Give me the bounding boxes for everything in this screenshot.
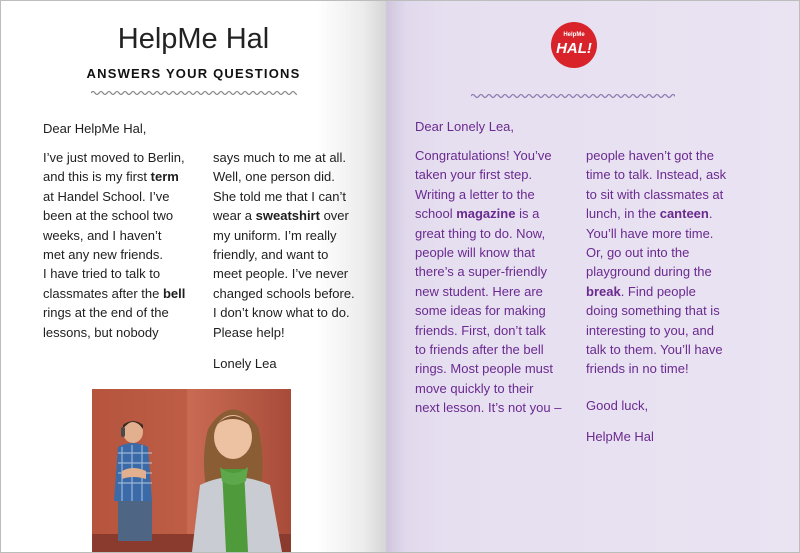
text-line: been at the school two (43, 208, 174, 224)
text-line: Congratulations! You’ve (415, 148, 552, 163)
text-line: interesting to you, and (586, 322, 714, 338)
helpme-hal-logo: HelpMe HAL! (551, 22, 597, 68)
text-line: friends. First, don’t talk (415, 322, 546, 338)
reply-closing: Good luck, (586, 398, 649, 413)
reply-signature: HelpMe Hal (586, 429, 654, 444)
text-line: school magazine is a (415, 206, 540, 222)
text-line: changed schools before. (213, 285, 355, 301)
text-line: people haven’t got the (586, 148, 714, 163)
text-line: Or, go out into the (586, 245, 690, 261)
text-line: doing something that is (586, 303, 720, 319)
text-line: friends in no time! (586, 361, 689, 377)
text-line: to sit with classmates at (586, 186, 724, 202)
text-line: says much to me at all. (213, 150, 346, 165)
text-line: people will know that (415, 245, 535, 261)
vocabulary-word: canteen (659, 206, 709, 222)
reply-column-2 (586, 146, 726, 379)
text-line: taken your first step. (415, 167, 533, 183)
text-line: friendly, and want to (213, 247, 329, 263)
text-line: lunch, in the canteen. (586, 206, 713, 222)
text-line: rings at the end of the (43, 305, 169, 321)
vocabulary-word: break (586, 283, 621, 299)
vocabulary-word: term (150, 169, 179, 185)
text-line: I have tried to talk to (43, 266, 161, 282)
letter-signature: Lonely Lea (213, 356, 277, 371)
text-line: wear a sweatshirt over (213, 208, 349, 224)
letter-salutation: Dear HelpMe Hal, (43, 121, 147, 136)
text-line: at Handel School. I’ve (43, 188, 170, 204)
text-line: weeks, and I haven’t (43, 227, 162, 243)
letter-column-1 (43, 148, 185, 342)
page-subtitle: ANSWERS YOUR QUESTIONS (86, 66, 301, 81)
text-line: classmates after the bell (43, 285, 186, 301)
text-line: next lesson. It’s not you – (415, 400, 562, 416)
wavy-divider-left (91, 89, 297, 97)
text-line: there’s a super-friendly (415, 264, 547, 280)
text-line: break. Find people (586, 283, 696, 299)
vocabulary-word: magazine (456, 206, 516, 222)
text-line: and this is my first term (43, 169, 179, 185)
reply-column-1 (415, 146, 561, 418)
text-line: rings. Most people must (415, 361, 554, 377)
text-line: You’ll have more time. (586, 225, 714, 241)
text-line: new student. Here are (415, 283, 543, 299)
reply-salutation: Dear Lonely Lea, (415, 119, 515, 134)
text-line: move quickly to their (415, 380, 534, 396)
text-line: Well, one person did. (213, 169, 335, 185)
text-line: lessons, but nobody (43, 324, 159, 340)
text-line: time to talk. Instead, ask (586, 167, 727, 183)
text-line: Writing a letter to the (415, 186, 535, 202)
left-page (1, 1, 386, 552)
text-line: talk to them. You’ll have (586, 342, 723, 358)
text-line: meet people. I’ve never (213, 266, 349, 282)
wavy-divider-right (471, 92, 675, 100)
text-line: I’ve just moved to Berlin, (43, 150, 185, 165)
text-line: some ideas for making (415, 303, 546, 319)
students-photo (92, 389, 291, 552)
text-line: met any new friends. (43, 247, 163, 263)
text-line: playground during the (586, 264, 712, 280)
vocabulary-word: bell (162, 285, 186, 301)
text-line: I don’t know what to do. (213, 305, 350, 321)
vocabulary-word: sweatshirt (255, 208, 320, 224)
text-line: my uniform. I’m really (213, 227, 337, 243)
text-line: great thing to do. Now, (415, 225, 546, 241)
text-line: She told me that I can’t (213, 188, 346, 204)
text-line: to friends after the bell (415, 342, 544, 358)
letter-column-2 (213, 148, 355, 342)
page-title: HelpMe Hal (117, 23, 270, 55)
text-line: Please help! (213, 324, 285, 340)
